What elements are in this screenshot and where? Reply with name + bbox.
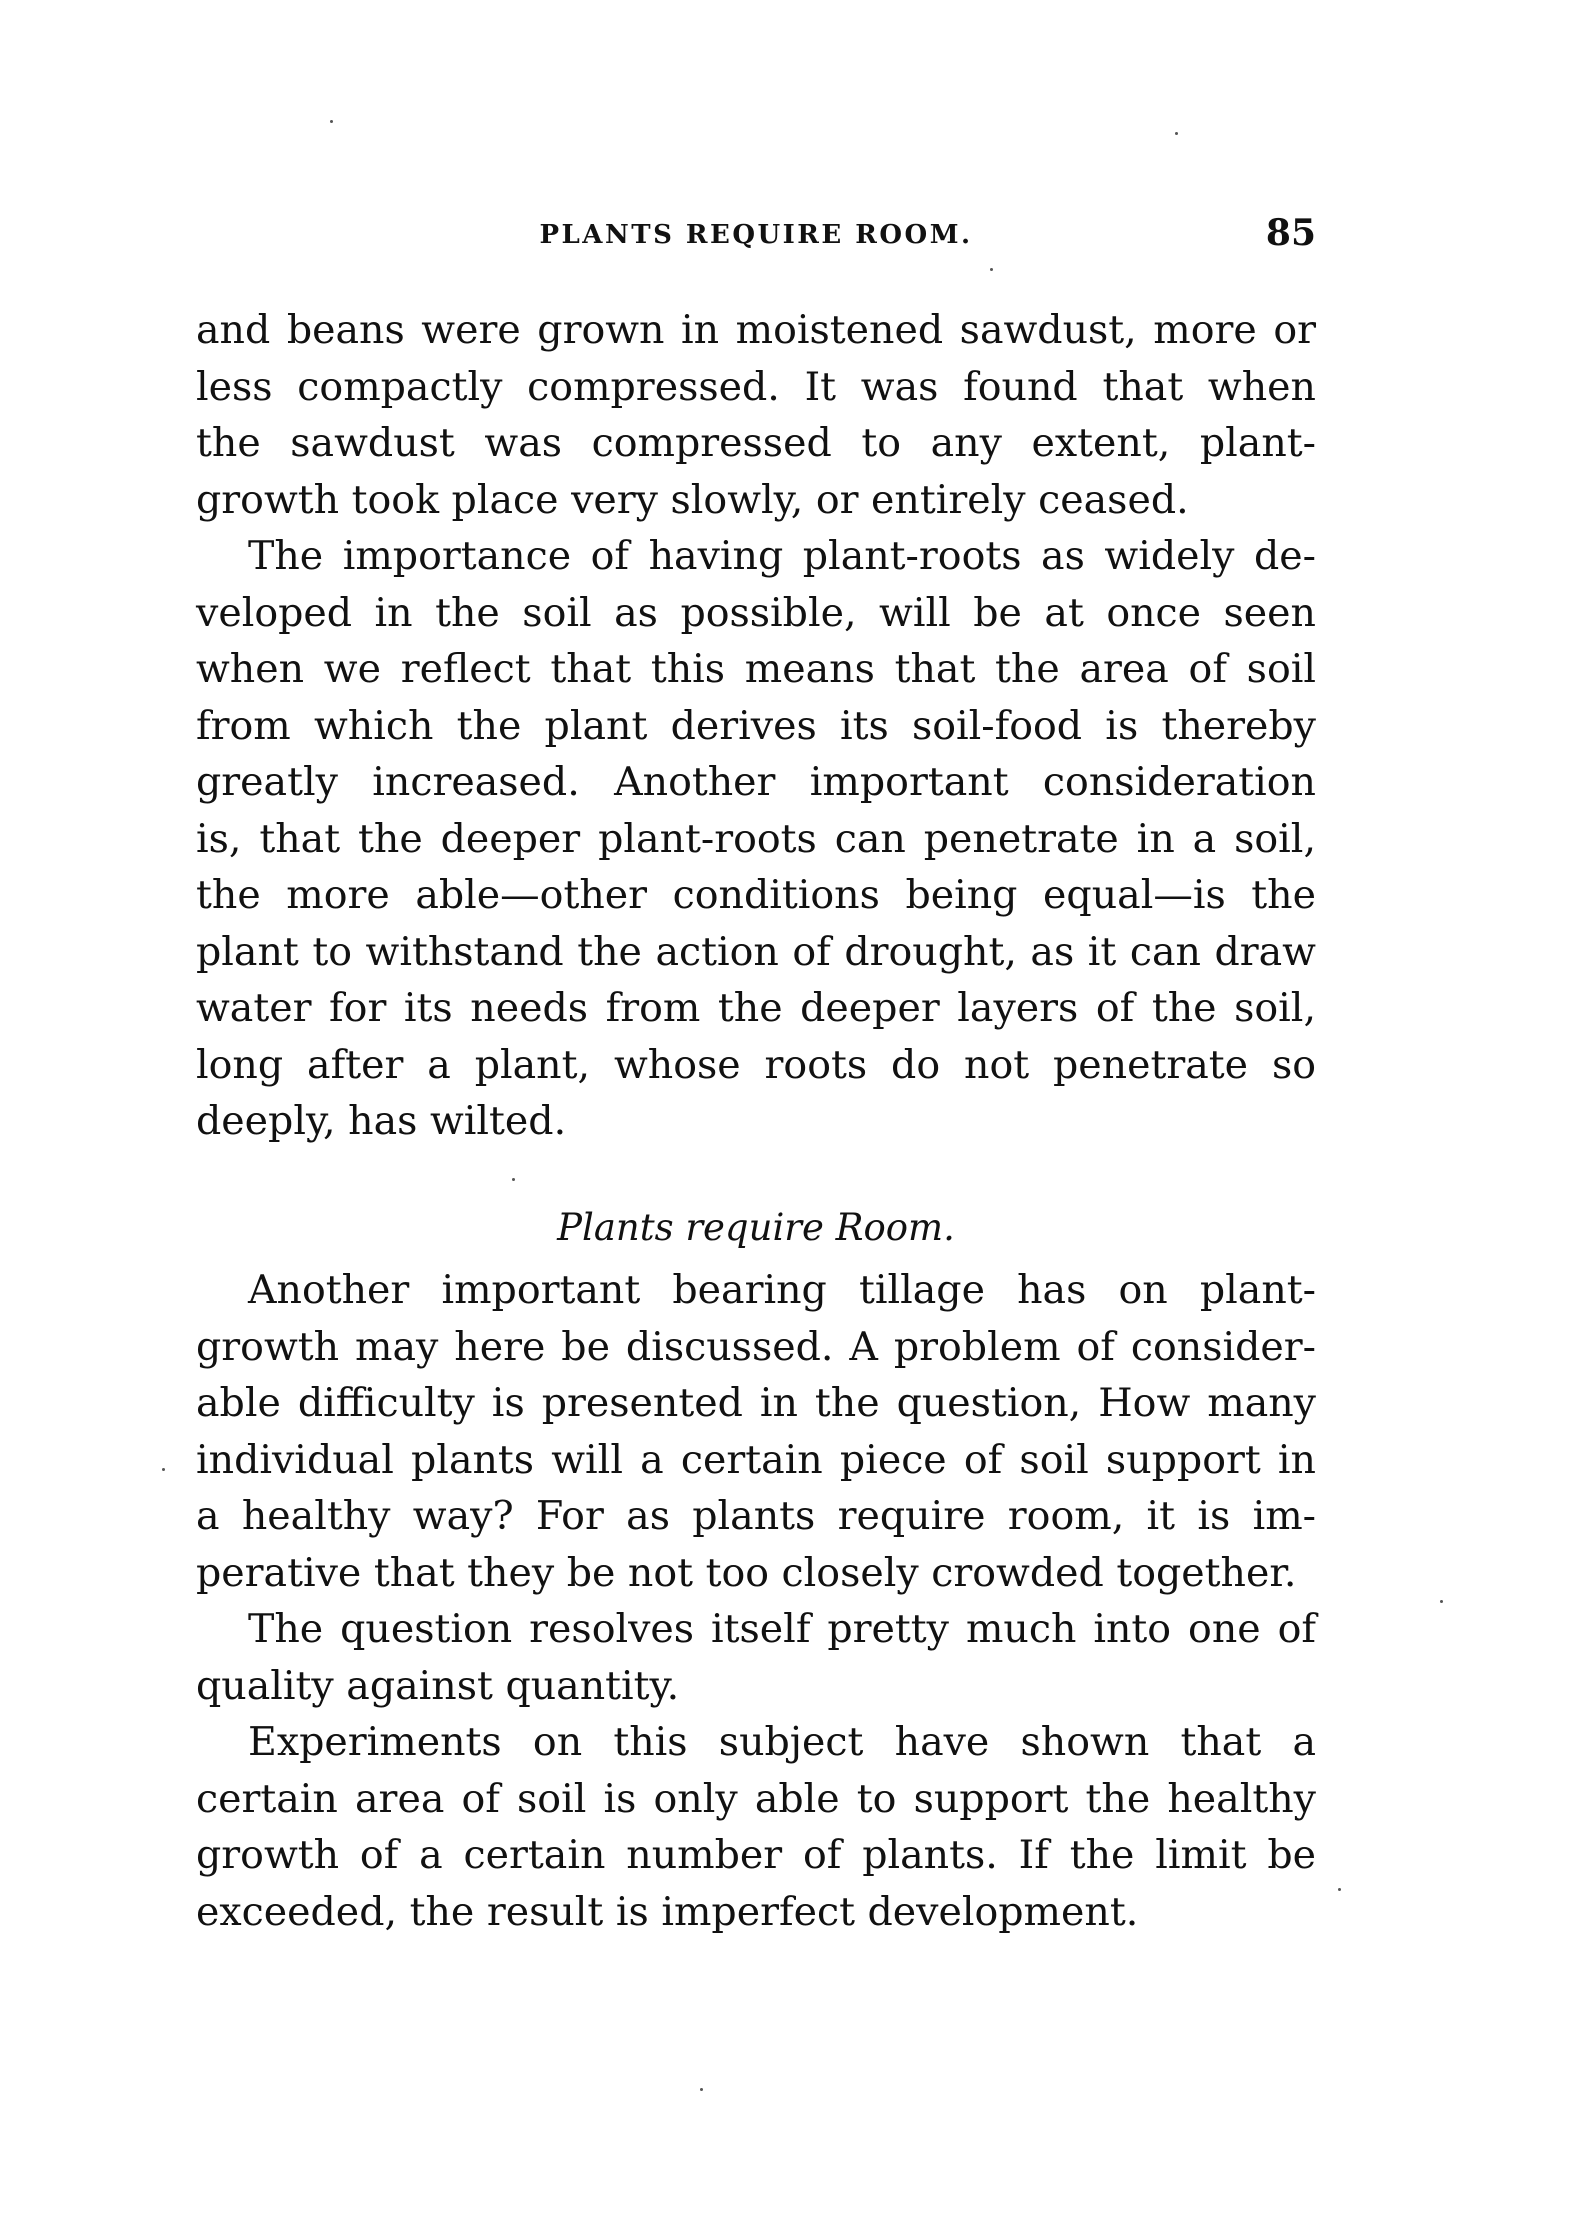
text-line: quality against quantity.	[196, 1662, 680, 1709]
text-line: exceeded, the result is imperfect development.	[196, 1888, 1139, 1935]
text-line: growth of a certain number of plants. If the limit be	[196, 1832, 1316, 1878]
scan-speck	[700, 2088, 703, 2091]
text-line: long after a plant, whose roots do not penetrate so	[196, 1041, 1316, 1088]
text-line: the more able—other conditions being equal—is the	[196, 872, 1316, 918]
scan-speck	[512, 1178, 515, 1181]
running-head: PLANTS REQUIRE ROOM.	[539, 220, 973, 250]
scan-speck	[1440, 1600, 1443, 1603]
paragraph-quality-quantity	[196, 1601, 1316, 1714]
scan-speck	[1175, 132, 1178, 135]
scan-speck	[990, 268, 993, 271]
scan-speck	[162, 1468, 165, 1471]
text-line: when we reflect that this means that the area of soil	[196, 646, 1316, 692]
paragraph-experiments	[196, 1714, 1316, 1940]
text-line: the sawdust was compressed to any extent, plant-	[196, 420, 1316, 466]
text-line: veloped in the soil as possible, will be at once seen	[196, 589, 1316, 636]
text-line: The importance of having plant-roots as widely de-	[248, 533, 1316, 579]
paragraph-sawdust-experiment	[196, 302, 1316, 528]
scan-speck	[330, 120, 333, 123]
text-line: a healthy way? For as plants require room, it is im-	[196, 1493, 1316, 1539]
scan-speck	[1338, 1888, 1341, 1891]
text-line: Experiments on this subject have shown that a	[248, 1719, 1316, 1765]
section-heading: Plants require Room.	[557, 1206, 955, 1249]
text-line: individual plants will a certain piece of soil support in	[196, 1436, 1316, 1483]
text-line: perative that they be not too closely crowded together.	[196, 1549, 1297, 1596]
text-line: plant to withstand the action of drought, as it can draw	[196, 928, 1316, 975]
text-line: certain area of soil is only able to support the healthy	[196, 1775, 1316, 1822]
text-line: water for its needs from the deeper layers of the soil,	[196, 985, 1316, 1031]
text-line: Another important bearing tillage has on plant-	[248, 1267, 1316, 1313]
text-line: is, that the deeper plant-roots can penetrate in a soil,	[196, 815, 1316, 862]
body-text-upper	[196, 302, 1316, 1150]
text-line: deeply, has wilted.	[196, 1098, 567, 1144]
page-number: 85	[1265, 212, 1316, 254]
body-text-lower	[196, 1262, 1316, 1940]
text-line: from which the plant derives its soil-food is thereby	[196, 702, 1316, 749]
paragraph-root-development	[196, 528, 1316, 1150]
text-line: less compactly compressed. It was found that when	[196, 363, 1316, 410]
text-line: The question resolves itself pretty much into one of	[248, 1606, 1316, 1652]
text-line: greatly increased. Another important consideration	[196, 759, 1316, 805]
text-line: able difficulty is presented in the question, How many	[196, 1380, 1316, 1426]
text-line: growth may here be discussed. A problem of consider-	[196, 1323, 1316, 1370]
text-line: growth took place very slowly, or entirely ceased.	[196, 476, 1189, 523]
text-line: and beans were grown in moistened sawdust, more or	[196, 307, 1316, 353]
page-header	[196, 212, 1316, 268]
paragraph-tillage-bearing	[196, 1262, 1316, 1601]
